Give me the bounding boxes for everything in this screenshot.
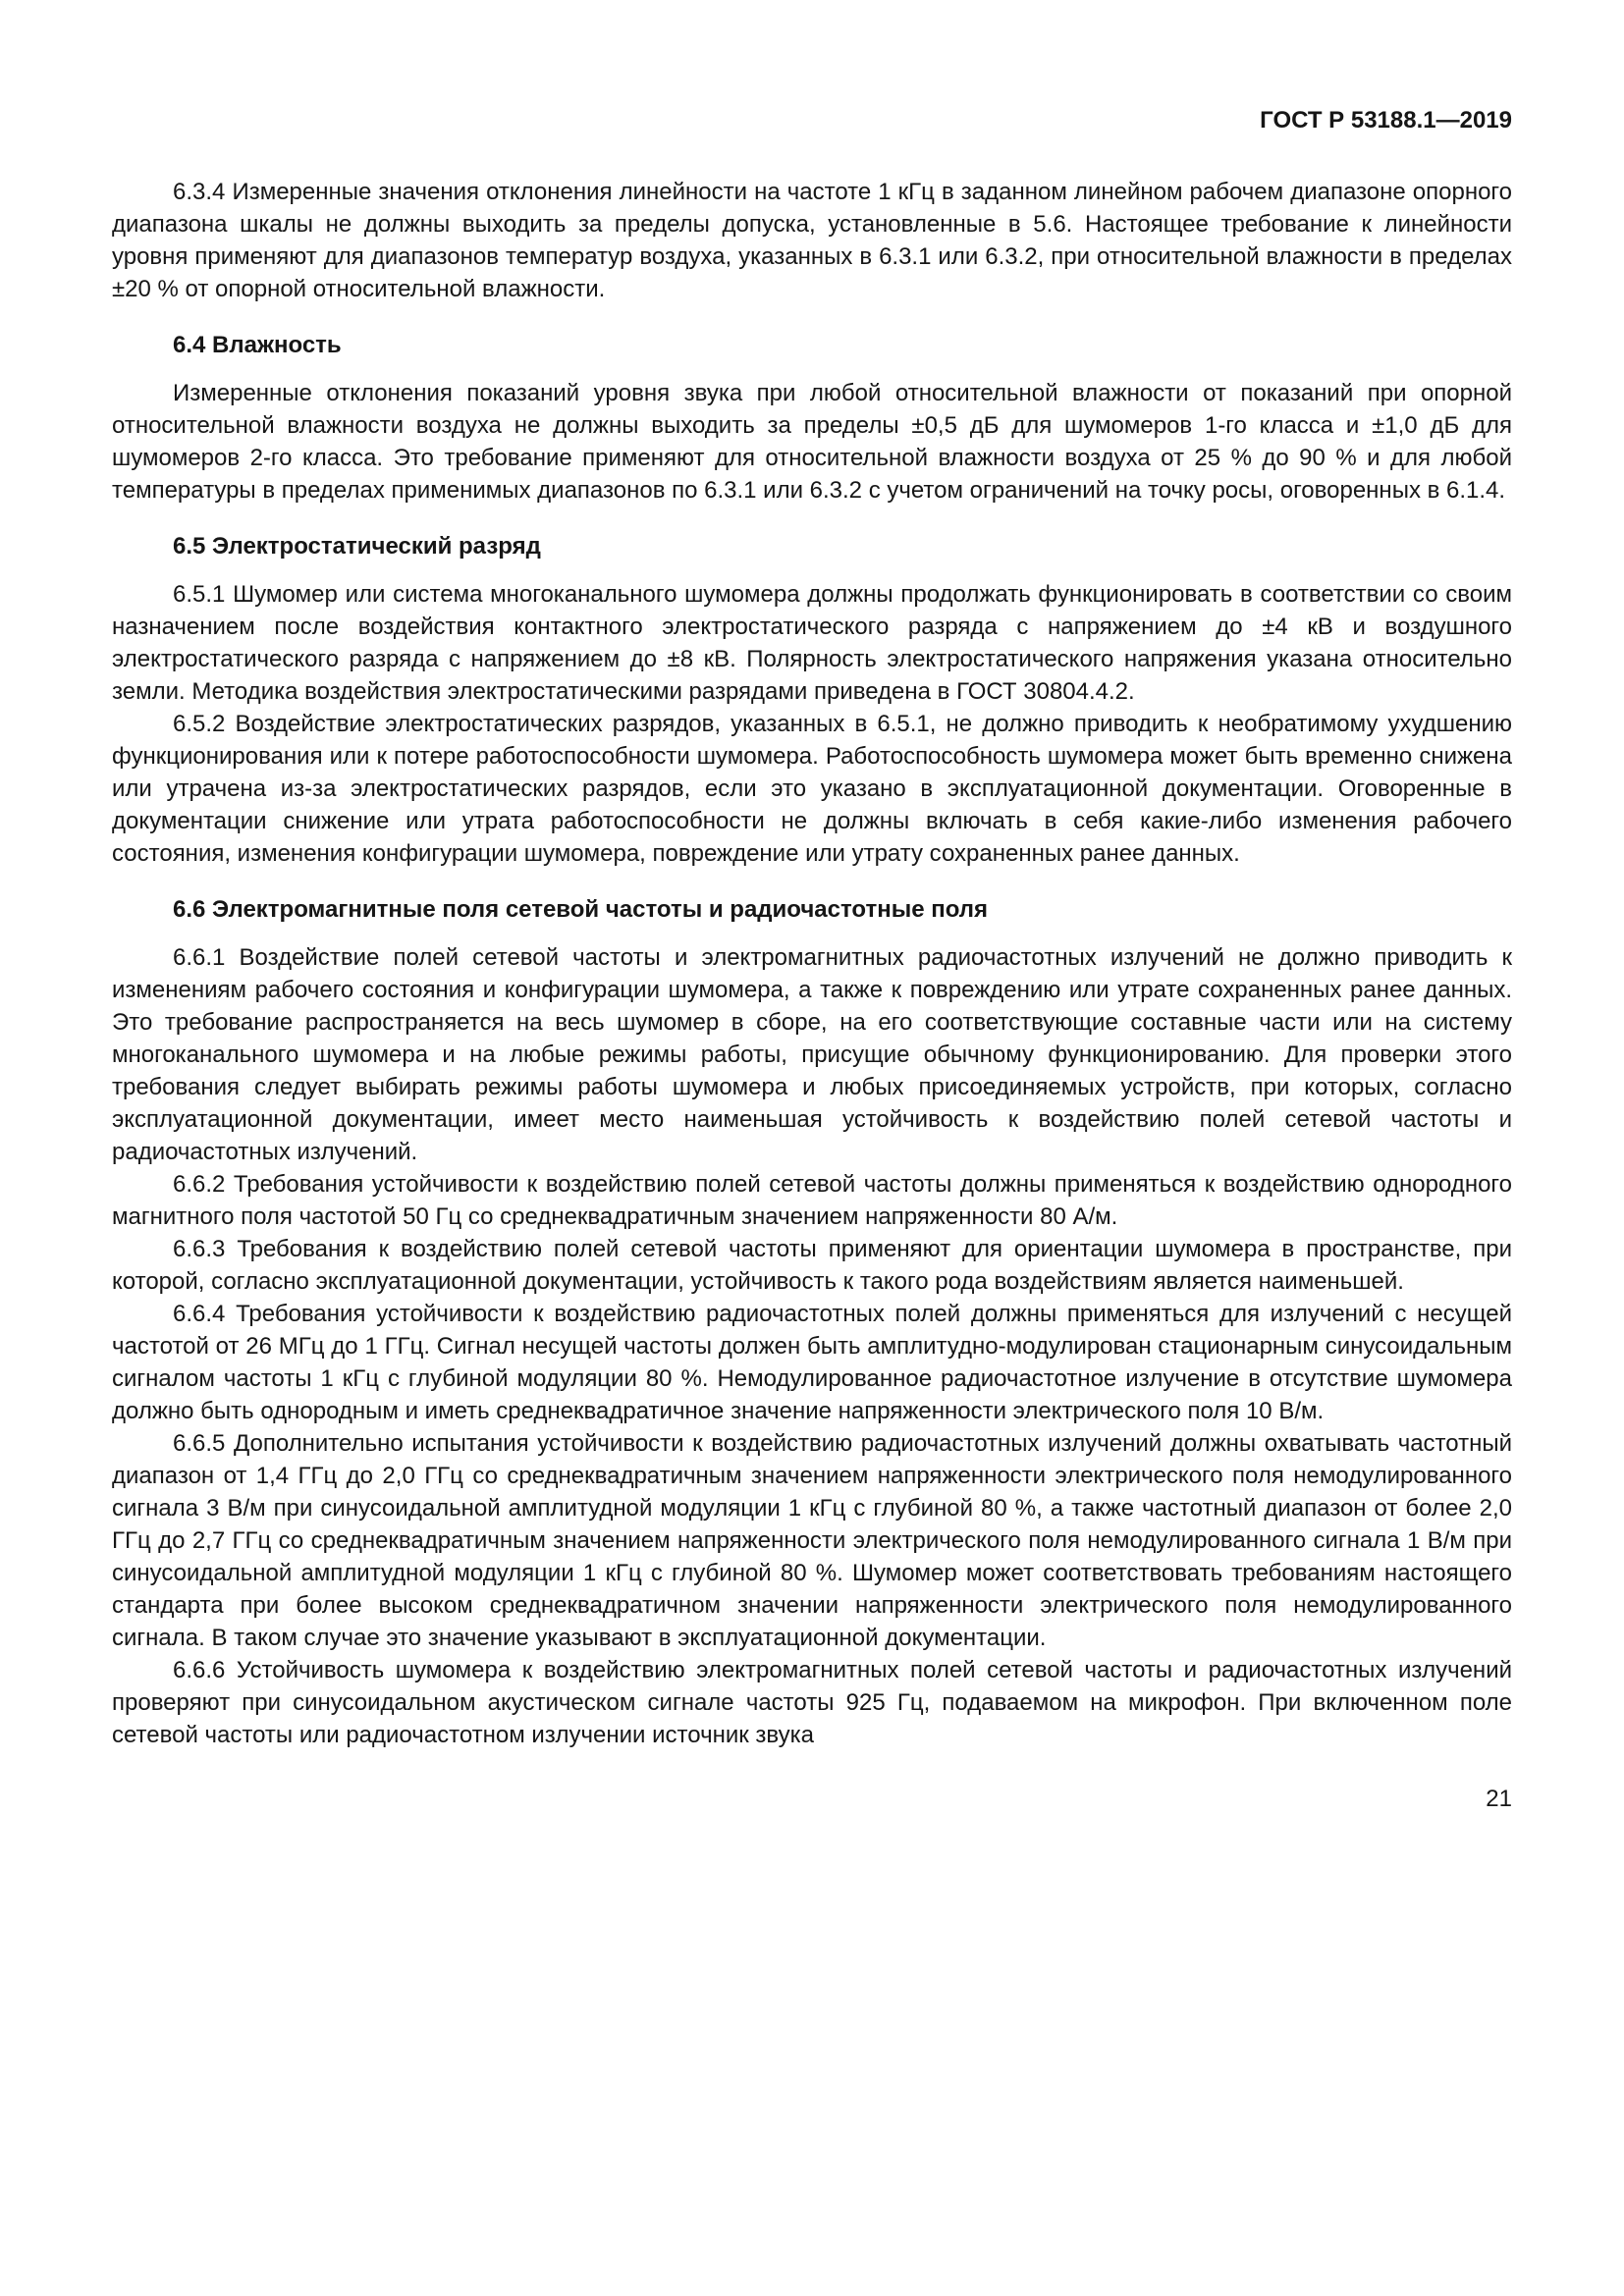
paragraph-6-6-5: 6.6.5 Дополнительно испытания устойчивости к воздействию радиочастотных излучений должны охватывать частотный диапазон от 1,4 ГГц до 2,0 ГГц со среднеквадратичным значением напряженности электрического поля немодулированного сигнала 3 В/м при синусоидальной амплитудной модуляции 1 кГц с глубиной 80 %, а также частотный диапазон от более 2,0 ГГц до 2,7 ГГц со среднеквадратичным значением напряженности электрического поля немодулированного сигнала 1 В/м при синусоидальной амплитудной модуляции 1 кГц с глубиной 80 %. Шумомер может соответствовать требованиям настоящего стандарта при более высоком среднеквадратичном значении напряженности электрического поля немодулированного сигнала. В таком случае это значение указывают в эксплуатационной документации. <box>112 1430 1512 1651</box>
paragraph-6-5-1: 6.5.1 Шумомер или система многоканального шумомера должны продолжать функционировать в соответствии со своим назначением после воздействия контактного электростатического разряда с напряжением до ±4 кВ и воздушного электростатического разряда с напряжением до ±8 кВ. Полярность электростатического напряжения указана относительно земли. Методика воздействия электростатическими разрядами приведена в ГОСТ 30804.4.2. <box>112 581 1512 705</box>
paragraph-6-6-1: 6.6.1 Воздействие полей сетевой частоты и электромагнитных радиочастотных излучений не должно приводить к изменениям рабочего состояния и конфигурации шумомера, а также к повреждению или утрате сохраненных ранее данных. Это требование распространяется на весь шумомер в сборе, на его соответствующие составные части или на систему многоканального шумомера и на любые режимы работы, присущие обычному функционированию. Для проверки этого требования следует выбирать режимы работы шумомера и любых присоединяемых устройств, при которых, согласно эксплуатационной документации, имеет место наименьшая устойчивость к воздействию полей сетевой частоты и радиочастотных излучений. <box>112 944 1512 1165</box>
page-number: 21 <box>1486 1786 1512 1812</box>
paragraph-6-6-3: 6.6.3 Требования к воздействию полей сетевой частоты применяют для ориентации шумомера в пространстве, при которой, согласно эксплуатационной документации, устойчивость к такого рода воздействиям является наименьшей. <box>112 1236 1512 1295</box>
paragraph-6-4: Измеренные отклонения показаний уровня звука при любой относительной влажности от показаний при опорной относительной влажности воздуха не должны выходить за пределы ±0,5 дБ для шумомеров 1-го класса и ±1,0 дБ для шумомеров 2-го класса. Это требование применяют для относительной влажности воздуха от 25 % до 90 % и для любой температуры в пределах применимых диапазонов по 6.3.1 или 6.3.2 с учетом ограничений на точку росы, оговоренных в 6.1.4. <box>112 380 1512 504</box>
document-body <box>112 176 1512 1751</box>
paragraph-6-6-6: 6.6.6 Устойчивость шумомера к воздействию электромагнитных полей сетевой частоты и радиочастотных излучений проверяют при синусоидальном акустическом сигнале частоты 925 Гц, подаваемом на микрофон. При включенном поле сетевой частоты или радиочастотном излучении источник звука <box>112 1657 1512 1748</box>
paragraph-6-6-2: 6.6.2 Требования устойчивости к воздействию полей сетевой частоты должны применяться к воздействию однородного магнитного поля частотой 50 Гц со среднеквадратичным значением напряженности 80 А/м. <box>112 1171 1512 1230</box>
document-number: ГОСТ Р 53188.1—2019 <box>1260 107 1512 133</box>
paragraph-6-5-2: 6.5.2 Воздействие электростатических разрядов, указанных в 6.5.1, не должно приводить к необратимому ухудшению функционирования или к потере работоспособности шумомера. Работоспособность шумомера может быть временно снижена или утрачена из-за электростатических разрядов, если это указано в эксплуатационной документации. Оговоренные в документации снижение или утрата работоспособности не должны включать в себя какие-либо изменения рабочего состояния, изменения конфигурации шумомера, повреждение или утрату сохраненных ранее данных. <box>112 711 1512 867</box>
heading-6-5-electrostatic-discharge: 6.5 Электростатический разряд <box>173 533 541 560</box>
heading-6-4-humidity: 6.4 Влажность <box>173 332 342 358</box>
paragraph-6-3-4: 6.3.4 Измеренные значения отклонения линейности на частоте 1 кГц в заданном линейном рабочем диапазоне опорного диапазона шкалы не должны выходить за пределы допуска, установленные в 5.6. Настоящее требование к линейности уровня применяют для диапазонов температур воздуха, указанных в 6.3.1 или 6.3.2, при относительной влажности в пределах ±20 % от опорной относительной влажности. <box>112 179 1512 302</box>
page-footer <box>112 1783 1512 1815</box>
paragraph-6-6-4: 6.6.4 Требования устойчивости к воздействию радиочастотных полей должны применяться для излучений с несущей частотой от 26 МГц до 1 ГГц. Сигнал несущей частоты должен быть амплитудно-модулирован стационарным синусоидальным сигналом частоты 1 кГц с глубиной модуляции 80 %. Немодулированное радиочастотное излучение в отсутствие шумомера должно быть однородным и иметь среднеквадратичное значение напряженности электрического поля 10 В/м. <box>112 1301 1512 1424</box>
page-header <box>112 104 1512 136</box>
heading-6-6-electromagnetic-fields: 6.6 Электромагнитные поля сетевой частоты и радиочастотные поля <box>173 896 989 923</box>
